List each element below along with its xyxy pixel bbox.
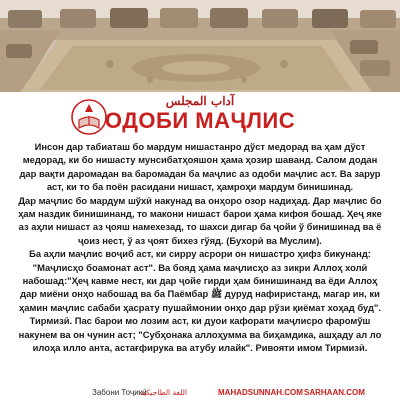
footer-brand: Забони Тоҷикӣ	[92, 388, 147, 397]
paragraph-2: Дар маҷлис бо мардум шўхӣ накунад ва онҳоро озор надиҳад. Дар маҷлис бо ҳам наздик бинишинанд, то макони нишаст барои ҳама кифоя бошад. Ҳеҷ яке аз аҳли нишаст аз ҷояш намехезад, то шахси дигар ба ҷойи ў бинишинад ва ё ҷоиз нест, ў аз ҷоят бихез гўяд. (Бухорӣ ва Муслим).	[18, 194, 382, 246]
page-title: ОДОБИ МАҶЛИС	[104, 108, 296, 133]
majlis-room-photo	[0, 0, 400, 92]
arabic-title: آداب المجلس	[165, 94, 235, 108]
content-card	[0, 92, 400, 400]
footer-site-link-1[interactable]: MAHADSUNNAH.COM	[218, 388, 303, 397]
paragraph-1: Инсон дар табиаташ бо мардум нишастанро дўст медорад ва ҳам дўст медорад, ки бо нишасту мунсибатҳояшон ҳама ҳозир шаванд. Салом додан дар вақти даромадан ва баромадан ба маҷлис аз одоби маҷлис аст. Ва зарур аст, ки то ба поён расидани нишаст, ҳамроҳи мардум бинишинад.	[19, 141, 381, 193]
footer-site-link-2[interactable]: SARHAAN.COM	[304, 388, 365, 397]
footer	[0, 387, 400, 400]
paragraph-3: Ба аҳли маҷлис воҷиб аст, ки сирру асрори он нишастро ҳифз бикунанд: "Маҷлисҳо боамонат аст". Ва бояд ҳама маҷлисҳо аз зикри Аллоҳ холӣ набошад:"Ҳеҷ кавме нест, ки дар ҷойе гирди ҳам бинишинанд ва ёди Аллоҳ дар миёни онҳо набошад ва ба Паёмбар ﷺ дуруд нафиристанд, магар ин, ки ҳамин маҷлис сабаби ҳасрату пушаймонии онҳо дар рўзи қиёмат хоҳад буд". Тирмизӣ. Пас барои мо лозим аст, ки дуои кафорати маҷлисро фаромўш накунем ва он чунин аст; "Субҳонака аллоҳумма ва биҳамдика, ашҳаду ал ло илоҳа илло анта, астағфирука ва атубу илайк". Ривояти имом Тирмизӣ.	[18, 248, 382, 354]
footer-arabic: اللغة الطاجيكية	[140, 388, 188, 397]
article-body	[14, 140, 386, 355]
majlis-room-illustration	[0, 0, 400, 92]
